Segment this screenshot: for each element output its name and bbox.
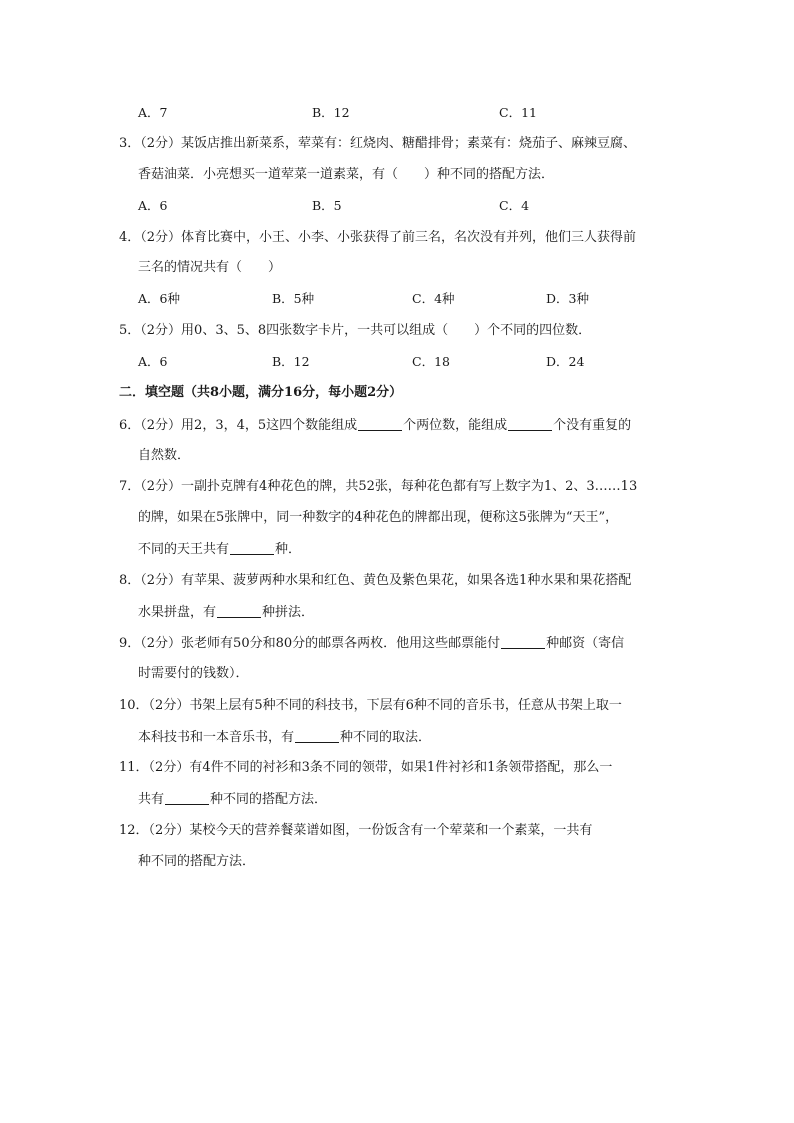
q12-text-line1: 12．（2分）某校今天的营养餐菜谱如图，一份饭含有一个荤菜和一个素菜，一共有 xyxy=(119,823,593,838)
q8-text-part1: 水果拼盘，有 xyxy=(138,605,217,620)
q7-answer-blank[interactable] xyxy=(230,540,274,555)
q11-text-part2: 种不同的搭配方法． xyxy=(210,792,328,807)
q6-text-part1: 6．（2分）用2，3，4，5这四个数能组成 xyxy=(119,418,358,433)
q6-answer-blank-1[interactable] xyxy=(358,416,402,431)
q7-text-line2: 的牌，如果在5张牌中，同一种数字的4种花色的牌都出现，便称这5张牌为“天王”， xyxy=(138,510,619,525)
q2-option-c[interactable]: C．11 xyxy=(499,105,537,120)
q6-text-line2: 自然数． xyxy=(138,448,191,463)
q3-option-c[interactable]: C．4 xyxy=(499,198,530,213)
q6-text-part2: 个两位数，能组成 xyxy=(403,418,508,433)
q4-text-line2: 三名的情况共有（ ） xyxy=(138,260,282,275)
q10-answer-blank[interactable] xyxy=(295,728,339,743)
q9-text-part1: 9．（2分）张老师有50分和80分的邮票各两枚．他用这些邮票能付 xyxy=(119,636,501,651)
q12-text-line2: 种不同的搭配方法． xyxy=(138,854,256,869)
q3-text-line2: 香菇油菜．小亮想买一道荤菜一道素菜，有（ ）种不同的搭配方法． xyxy=(138,167,555,182)
q4-option-a[interactable]: A．6种 xyxy=(138,291,180,306)
q5-option-c[interactable]: C．18 xyxy=(412,354,450,369)
q2-option-a[interactable]: A．7 xyxy=(138,105,168,120)
q9-answer-blank[interactable] xyxy=(501,634,545,649)
q8-answer-blank[interactable] xyxy=(217,603,261,618)
q4-text-line1: 4．（2分）体育比赛中，小王、小李、小张获得了前三名，名次没有并列，他们三人获得前 xyxy=(119,230,637,245)
q5-option-a[interactable]: A．6 xyxy=(138,354,168,369)
q4-option-d[interactable]: D．3种 xyxy=(546,291,589,306)
q7-text-line3 xyxy=(138,540,301,559)
q11-text-line1: 11．（2分）有4件不同的衬衫和3条不同的领带，如果1件衬衫和1条领带搭配，那么一 xyxy=(119,760,613,775)
q7-text-part2: 种． xyxy=(275,542,302,557)
q10-text-part2: 种不同的取法． xyxy=(340,730,432,745)
q8-text-line2 xyxy=(138,603,314,622)
q9-text-part2: 种邮资（寄信 xyxy=(546,636,625,651)
q3-text-line1: 3．（2分）某饭店推出新菜系，荤菜有：红烧肉、糖醋排骨；素菜有：烧茄子、麻辣豆腐、 xyxy=(119,136,637,151)
q6-text-part3: 个没有重复的 xyxy=(553,418,632,433)
q4-option-c[interactable]: C．4种 xyxy=(412,291,455,306)
q3-option-b[interactable]: B．5 xyxy=(312,198,342,213)
q5-option-b[interactable]: B．12 xyxy=(272,354,310,369)
q3-option-a[interactable]: A．6 xyxy=(138,198,168,213)
section-heading-fill-in: 二．填空题（共8小题，满分16分，每小题2分） xyxy=(119,385,403,400)
q6-answer-blank-2[interactable] xyxy=(508,416,552,431)
q2-option-b[interactable]: B．12 xyxy=(312,105,350,120)
q5-text-line1: 5．（2分）用0、3、5、8四张数字卡片，一共可以组成（ ）个不同的四位数． xyxy=(119,323,592,338)
q5-option-d[interactable]: D．24 xyxy=(546,354,585,369)
q9-text-line2: 时需要付的钱数）． xyxy=(138,666,249,681)
q11-answer-blank[interactable] xyxy=(165,790,209,805)
q7-text-line1: 7．（2分）一副扑克牌有4种花色的牌，共52张，每种花色都有写上数字为1、2、3……13 xyxy=(119,479,638,494)
q11-text-line2 xyxy=(138,790,327,809)
q11-text-part1: 共有 xyxy=(138,792,165,807)
q4-option-b[interactable]: B．5种 xyxy=(272,291,315,306)
q10-text-part1: 本科技书和一本音乐书，有 xyxy=(138,730,295,745)
q8-text-line1: 8．（2分）有苹果、菠萝两种水果和红色、黄色及紫色果花，如果各选1种水果和果花搭配 xyxy=(119,573,632,588)
q8-text-part2: 种拼法． xyxy=(262,605,315,620)
q9-text-line1 xyxy=(119,634,624,653)
q10-text-line1: 10．（2分）书架上层有5种不同的科技书，下层有6种不同的音乐书，任意从书架上取一 xyxy=(119,698,622,713)
q6-text-line1 xyxy=(119,416,631,435)
q10-text-line2 xyxy=(138,728,431,747)
q7-text-part1: 不同的天王共有 xyxy=(138,542,230,557)
